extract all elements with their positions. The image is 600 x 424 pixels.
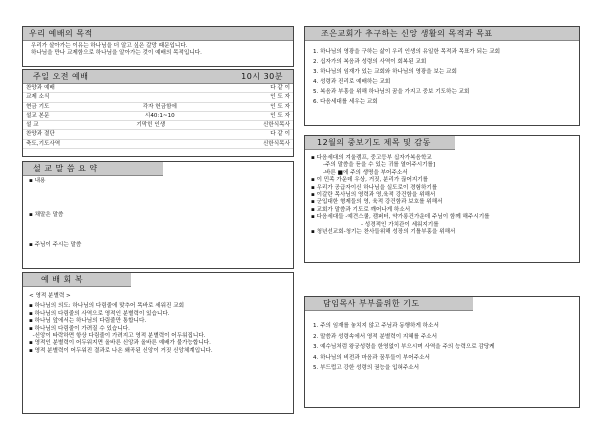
prayer-item: ▪ 다음세대들 -예견스쿨, 캠퍼터, 약가롱건가운데 주님이 함께 해주시기를	[311, 214, 490, 221]
purpose-line: 우리가 살아가는 이유는 하나님을 더 알고 싶은 갈망 때문입니다.	[31, 43, 188, 49]
purpose-title: 우리 예배의 목적	[23, 27, 293, 41]
prayer-item: ▪ 이 민족 가운데 우상, 거짓, 분리가 끊어지기를	[311, 177, 429, 184]
goals-item: 4. 성령과 진리로 예배하는 교회	[313, 79, 391, 85]
service-row: 찬양과 결단 다 같 이	[23, 130, 293, 139]
pastor-item: 3. 예수님처럼 왕궁성령을 한영없이 부으시며 사역을 주의 능력으로 감당케	[313, 344, 495, 350]
sermon-item: ▪ 내용	[29, 178, 46, 184]
review-line: -신앙이 타락하면 항상 다림줄이 가려지고 영적 분별력이 어두워집니다.	[32, 333, 206, 340]
review-subtitle: < 영적 분별력 >	[29, 293, 71, 299]
review-line: ▪ 하나님의 다림줄의 사역으로 영적인 분별력이 있습니다.	[29, 310, 170, 317]
pastor-item: 2. 말씀과 성령속에서 영적 분별력이 지혜를 주소서	[313, 333, 438, 340]
goals-title: 조은교회가 추구하는 신앙 생활의 목적과 목표	[305, 27, 579, 41]
service-row: 교제 소식 인 도 자	[23, 93, 293, 102]
service-row: 설교 본문 시40:1~10 인 도 자	[23, 112, 293, 121]
goals-box	[304, 26, 580, 126]
review-box	[22, 272, 294, 414]
prayer-item: -바른 ■에 주의 생명을 부어주소서	[323, 169, 408, 176]
sermon-item: ▪ 채말은 말씀	[29, 212, 64, 218]
prayer-item: ▪ 청년선교회-청기는 찬사들위해 성장의 기틀부홍을 위해서	[311, 229, 456, 236]
service-time: 10시 30분	[241, 72, 283, 81]
review-title: 예 배 회 복	[23, 273, 131, 287]
sermon-title: 설 교 말 씀 요 약	[23, 162, 163, 176]
prayer-item: - 성경적인 가치관이 세워지기를	[361, 221, 439, 228]
goals-item: 1. 하나님의 영광을 구하는 삶이 우리 인생의 유일한 목적과 목표가 되는 교회	[313, 49, 501, 55]
goals-item: 3. 하나님의 임재가 있는 교회와 하나님의 영광을 보는 교회	[313, 69, 457, 75]
review-line: ▪ 영적인 분별력이 어두워지면 올바른 신앙과 올바른 예배가 불가능합니다.	[29, 340, 211, 347]
service-box	[22, 69, 294, 157]
prayer-item: ▪ 이갈란 목사님의 영력과 영,육적 강건함을 위해서	[311, 192, 436, 199]
goals-item: 5. 복음과 부흥을 위해 하나님의 꿈을 가지고 중보 기도하는 교회	[313, 89, 470, 95]
goals-item: 2. 십자가의 복음과 성령의 사역이 회복된 교회	[313, 59, 427, 65]
service-row: 현금 기도 각자 헌금함에 인 도 자	[23, 103, 293, 112]
prayer-item: -주의 말씀을 듣을 수 있는 귀를 열어주시기를]	[323, 162, 436, 169]
prayer-item: ▪ 우리가 공급자이신 하나님을 실도로이 경험하기를	[311, 184, 438, 191]
review-line: ▪ 영적 분별력이 어두워진 결과로 나온 왜곡된 신앙이 거짓 신앙체계입니다.	[29, 347, 213, 354]
goals-item: 6. 다음세대를 세우는 교회	[313, 99, 378, 105]
review-line: ▪ 하나님 앞에서는 하나님의 다림줄만 통합니다.	[29, 318, 147, 325]
service-title: 주일 오전 예배	[33, 72, 89, 81]
pastor-box	[304, 296, 580, 408]
purpose-line: 하나님을 만나 교제함으로 하나님을 알아가는 것이 예배의 목적입니다.	[31, 50, 202, 57]
review-line: ▪ 하나님의 의도: 하나님의 다림줄에 맞추어 똑바로 세워진 교회	[29, 303, 184, 310]
sermon-box	[22, 161, 294, 269]
sermon-item: ▪ 주님이 주시는 말씀	[29, 242, 82, 248]
review-line: ▪ 하나님의 다림줄이 가려질 수 있습니다.	[29, 325, 130, 332]
purpose-box	[22, 26, 294, 67]
prayer-item: ▪ 다음세대의 겨울캠프, 중고등부 십자가복음학교	[311, 155, 432, 161]
pastor-item: 5. 부드럽고 강한 성령의 권능을 입혀주소서	[313, 365, 420, 371]
prayer-item: ▪ 교회가 말씀과 기도로 깨어나게 하소서	[311, 206, 411, 213]
prayer-title: 12월의 중보기도 제목 및 감동	[305, 136, 455, 150]
service-row: 찬양과 예배 다 같 이	[23, 84, 293, 93]
service-row: 설 교 기막힌 인생 신한식목사	[23, 121, 293, 130]
prayer-item: ▪ 군입대한 형제들의 영, 육적 강건함과 보호를 위해서	[311, 199, 443, 206]
prayer-box	[304, 135, 580, 263]
pastor-item: 1. 주의 임재를 놓치지 않고 주님과 동행하게 하소서	[313, 323, 439, 329]
pastor-title: 담임목사 부부를위한 기도	[305, 297, 473, 311]
service-row: 축도,기도사역 신한식목사	[23, 140, 293, 149]
pastor-item: 4. 하나님의 비전과 마음과 꿈투들이 부어주소서	[313, 354, 430, 361]
service-header	[23, 70, 293, 84]
